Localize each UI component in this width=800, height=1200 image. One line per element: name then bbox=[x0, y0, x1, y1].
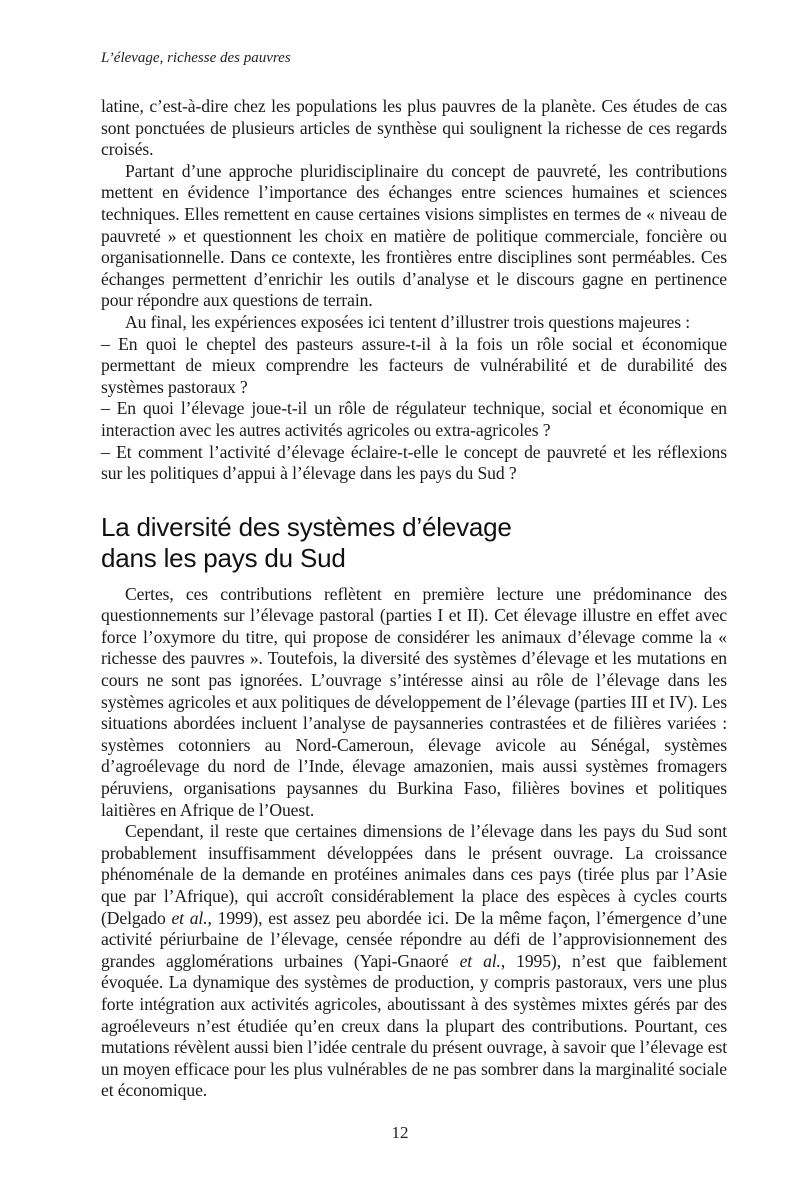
running-head: L’élevage, richesse des pauvres bbox=[101, 50, 291, 66]
paragraph-questions-intro: Au final, les expériences exposées ici tentent d’illustrer trois questions majeures : bbox=[125, 311, 691, 332]
page-body bbox=[101, 96, 727, 1102]
section-heading-line: La diversité des systèmes d’élevage bbox=[101, 511, 512, 542]
text-run: , 1995), n’est que faiblement évoquée. La dynamique des systèmes de production, y compris pastoraux, vers une plus forte intégration aux activités agricoles, aboutissant à des systèmes mixtes gérés par des agroéleveurs n’est étudiée qu’en creux dans la plupart des contributions. Pourtant, ces mutations révèlent aussi bien l’idée centrale du présent ouvrage, à savoir que l’élevage est un moyen efficace pour les plus vulnérables de ne pas sombrer dans la marginalité sociale et économique. bbox=[101, 950, 727, 1101]
paragraph-approach: Partant d’une approche pluridisciplinaire du concept de pauvreté, les contributions mettent en évidence l’importance des échanges entre sciences humaines et sciences techniques. Elles remettent en cause certaines visions simplistes en termes de « niveau de pauvreté » et questionnent les choix en matière de politique commerciale, foncière ou organisationnelle. Dans ce contexte, les frontières entre disciplines sont perméables. Ces échanges permettent d’enrichir les outils d’analyse et le discours gagne en pertinence pour répondre aux questions de terrain. bbox=[101, 160, 727, 311]
text-run: Cependant, il reste que certaines dimensions de l’élevage dans les pays du Sud sont probablement insuffisamment développées dans le présent ouvrage. La croissance phénoménale de la demande en protéines animales dans ces pays (tirée plus par l’Asie que par l’Afrique), qui accroît considérablement la place des espèces à cycles courts (Delgado bbox=[101, 821, 727, 928]
page-number: 12 bbox=[391, 1123, 409, 1142]
section-heading-line: dans les pays du Sud bbox=[101, 542, 346, 573]
text-run: , 1999), est assez peu abordée ici. De la même façon, l’émergence d’une activité périurbaine de l’élevage, censée répondre au défi de l’approvisionnement des grandes agglomérations urbaines (Yapi-Gnaoré bbox=[101, 907, 727, 971]
question-item: – Et comment l’activité d’élevage éclaire-t-elle le concept de pauvreté et les réflexions sur les politiques d’appui à l’élevage dans les pays du Sud ? bbox=[101, 441, 727, 484]
section-heading bbox=[101, 512, 727, 574]
question-item: – En quoi le cheptel des pasteurs assure-t-il à la fois un rôle social et économique permettant de mieux comprendre les facteurs de vulnérabilité et de durabilité des systèmes pastoraux ? bbox=[101, 333, 727, 397]
paragraph-limitations bbox=[101, 821, 727, 1102]
paragraph-continuation: latine, c’est-à-dire chez les populations les plus pauvres de la planète. Ces études de cas sont ponctuées de plusieurs articles de synthèse qui soulignent la richesse de ces regards croisés. bbox=[101, 96, 727, 160]
citation-etal: et al. bbox=[171, 907, 208, 928]
paragraph-diversity: Certes, ces contributions reflètent en première lecture une prédominance des questionnements sur l’élevage pastoral (parties I et II). Cet élevage illustre en effet avec force l’oxymore du titre, qui propose de considérer les animaux d’élevage comme la « richesse des pauvres ». Toutefois, la diversité des systèmes d’élevage et les mutations en cours ne sont pas ignorées. L’ouvrage s’intéresse ainsi au rôle de l’élevage dans les systèmes agricoles et aux politiques de développement de l’élevage (parties III et IV). Les situations abordées incluent l’analyse de paysanneries contrastées et de filières variées : systèmes cotonniers au Nord-Cameroun, élevage avicole au Sénégal, systèmes d’agroélevage du nord de l’Inde, élevage amazonien, mais aussi systèmes fromagers péruviens, organisations paysannes du Burkina Faso, filières bovines et politiques laitières en Afrique de l’Ouest. bbox=[101, 583, 727, 820]
question-item: – En quoi l’élevage joue-t-il un rôle de régulateur technique, social et économique en interaction avec les autres activités agricoles ou extra-agricoles ? bbox=[101, 398, 727, 440]
citation-etal: et al. bbox=[459, 950, 501, 971]
